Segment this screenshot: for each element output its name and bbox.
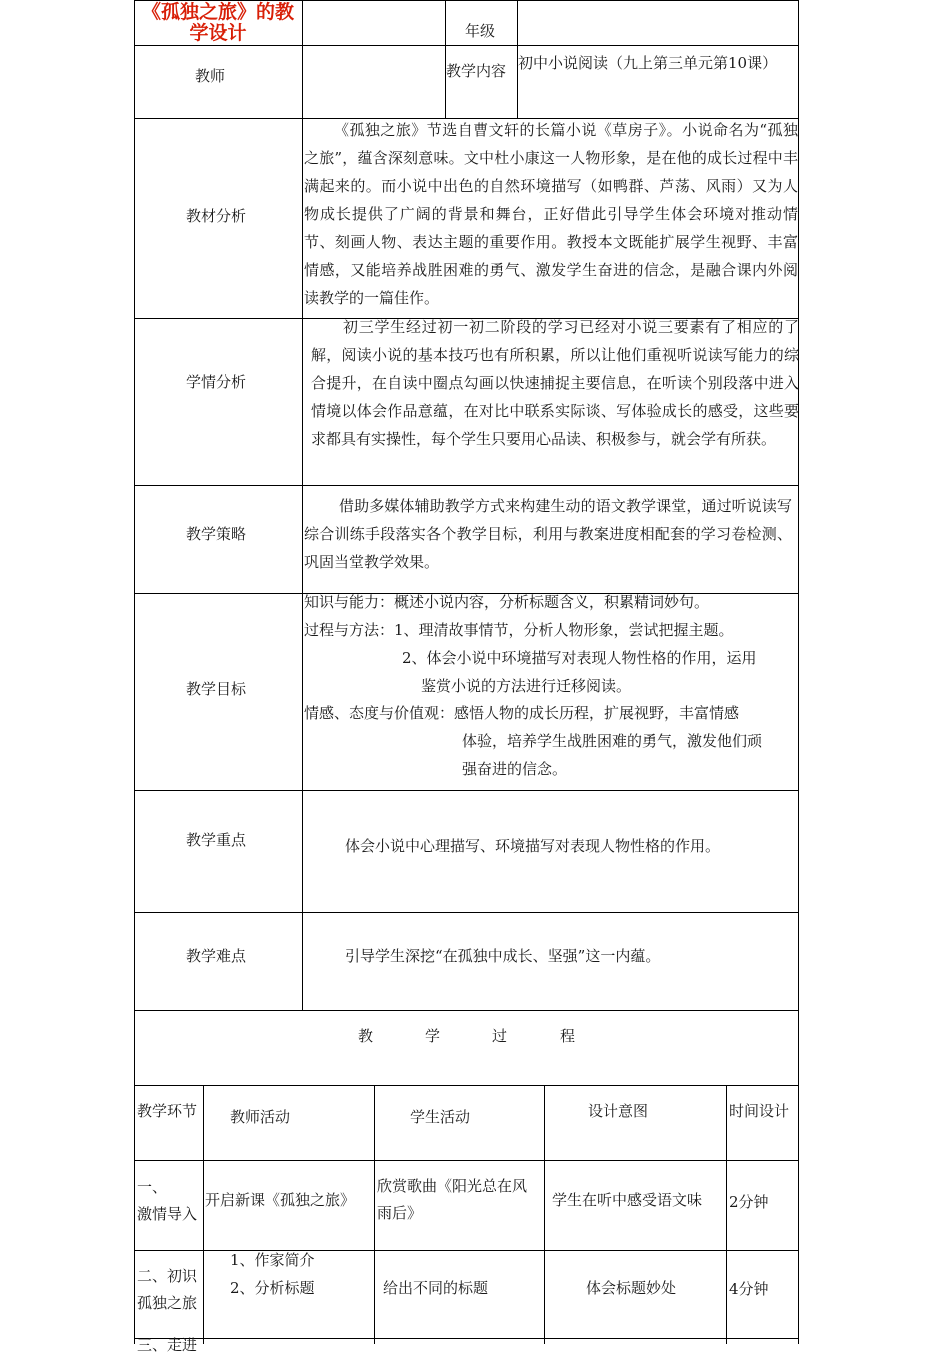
content-value: 初中小说阅读（九上第三单元第10课） xyxy=(518,54,778,72)
row2-time: 4分钟 xyxy=(729,1280,769,1298)
process-heading-char-1: 教 xyxy=(358,1027,374,1045)
row2-stage-a: 二、初识 xyxy=(137,1267,198,1285)
col-line-label xyxy=(302,0,303,1010)
document-title: 《孤独之旅》的教学设计 xyxy=(141,1,294,44)
difficulty-text: 引导学生深挖“在孤独中成长、坚强”这一内蕴。 xyxy=(345,947,661,965)
row-line-9 xyxy=(134,1085,799,1086)
goal-emotion-c: 强奋进的信念。 xyxy=(462,760,568,778)
row2-teacher-b: 2、分析标题 xyxy=(230,1279,315,1297)
row2-intent: 体会标题妙处 xyxy=(586,1279,677,1297)
goal-emotion-b: 体验，培养学生战胜困难的勇气，激发他们顽 xyxy=(462,732,763,750)
row-line-6 xyxy=(134,790,799,791)
col-line-content-label xyxy=(445,0,446,118)
key-text: 体会小说中心理描写、环境描写对表现人物性格的作用。 xyxy=(345,837,721,855)
goals-label: 教学目标 xyxy=(186,680,247,698)
goal-process-2b: 鉴赏小说的方法进行迁移阅读。 xyxy=(421,677,632,695)
goal-emotion-a: 情感、态度与价值观：感悟人物的成长历程，扩展视野，丰富情感 xyxy=(304,704,740,722)
col-header-teacher: 教师活动 xyxy=(230,1108,291,1126)
students-label: 学情分析 xyxy=(186,373,247,391)
row2-stage-b: 孤独之旅 xyxy=(137,1294,198,1312)
students-text: 初三学生经过初一初二阶段的学习已经对小说三要素有了相应的了解，阅读小说的基本技巧也有所积累，所以让他们重视听说读写能力的综合提升，在自读中圈点勾画以快速捕捉主要信息，在听读个别段落中进入情境以体会作品意蕴，在对比中联系实际谈、写体验成长的感受，这些要求都具有实操性，每个学生只要用心品读、积极参与，就会学有所获。 xyxy=(311,318,799,448)
col-line-proc-4 xyxy=(726,1085,727,1344)
table-border-right xyxy=(798,0,799,1344)
row-line-12 xyxy=(134,1338,799,1339)
row1-stage-b: 激情导入 xyxy=(137,1205,198,1223)
col-header-stage: 教学环节 xyxy=(137,1102,198,1120)
material-label: 教材分析 xyxy=(186,207,247,225)
row1-student-a: 欣赏歌曲《阳光总在风 xyxy=(377,1177,528,1195)
row-line-7 xyxy=(134,912,799,913)
goal-process-1: 过程与方法：1、理清故事情节，分析人物形象，尝试把握主题。 xyxy=(304,621,734,639)
process-heading-char-2: 学 xyxy=(425,1027,441,1045)
grade-label: 年级 xyxy=(465,22,496,40)
key-label: 教学重点 xyxy=(186,831,247,849)
row1-intent: 学生在听中感受语文味 xyxy=(552,1191,703,1209)
row1-time: 2分钟 xyxy=(729,1193,769,1211)
process-heading-char-4: 程 xyxy=(560,1027,576,1045)
row-line-1 xyxy=(134,45,799,46)
row-line-4 xyxy=(134,485,799,486)
col-header-intent: 设计意图 xyxy=(588,1102,649,1120)
col-header-time: 时间设计 xyxy=(729,1102,790,1120)
row1-student-b: 雨后》 xyxy=(377,1204,423,1222)
goal-process-2a: 2、体会小说中环境描写对表现人物性格的作用，运用 xyxy=(402,649,757,667)
strategy-text: 借助多媒体辅助教学方式来构建生动的语文教学课堂，通过听说读写综合训练手段落实各个教学目标，利用与教案进度相配套的学习卷检测、巩固当堂教学效果。 xyxy=(304,497,792,571)
row-line-8 xyxy=(134,1010,799,1011)
content-label: 教学内容 xyxy=(446,62,507,80)
row2-student: 给出不同的标题 xyxy=(383,1279,489,1297)
row3-stage-a: 三、走进 xyxy=(137,1336,198,1354)
col-line-proc-2 xyxy=(374,1085,375,1344)
row-line-10 xyxy=(134,1160,799,1161)
teacher-label: 教师 xyxy=(195,67,226,85)
col-line-proc-3 xyxy=(544,1085,545,1344)
difficulty-label: 教学难点 xyxy=(186,947,247,965)
row1-teacher: 开启新课《孤独之旅》 xyxy=(205,1191,356,1209)
strategy-label: 教学策略 xyxy=(186,525,247,543)
col-header-student: 学生活动 xyxy=(410,1108,471,1126)
material-text: 《孤独之旅》节选自曹文轩的长篇小说《草房子》。小说命名为“孤独之旅”，蕴含深刻意味。文中杜小康这一人物形象，是在他的成长过程中丰满起来的。而小说中出色的自然环境描写（如鸭群、芦荡、风雨）又为人物成长提供了广阔的背景和舞台，正好借此引导学生体会环境对推动情节、刻画人物、表达主题的重要作用。教授本文既能扩展学生视野、丰富情感，又能培养战胜困难的勇气、激发学生奋进的信念，是融合课内外阅读教学的一篇佳作。 xyxy=(304,121,798,307)
process-heading-char-3: 过 xyxy=(492,1027,508,1045)
row1-stage-a: 一、 xyxy=(137,1178,168,1196)
table-border-left xyxy=(134,0,135,1344)
row2-teacher-a: 1、作家简介 xyxy=(230,1251,315,1269)
col-line-proc-1 xyxy=(203,1085,204,1344)
goal-knowledge: 知识与能力：概述小说内容，分析标题含义，积累精词妙句。 xyxy=(304,593,710,611)
